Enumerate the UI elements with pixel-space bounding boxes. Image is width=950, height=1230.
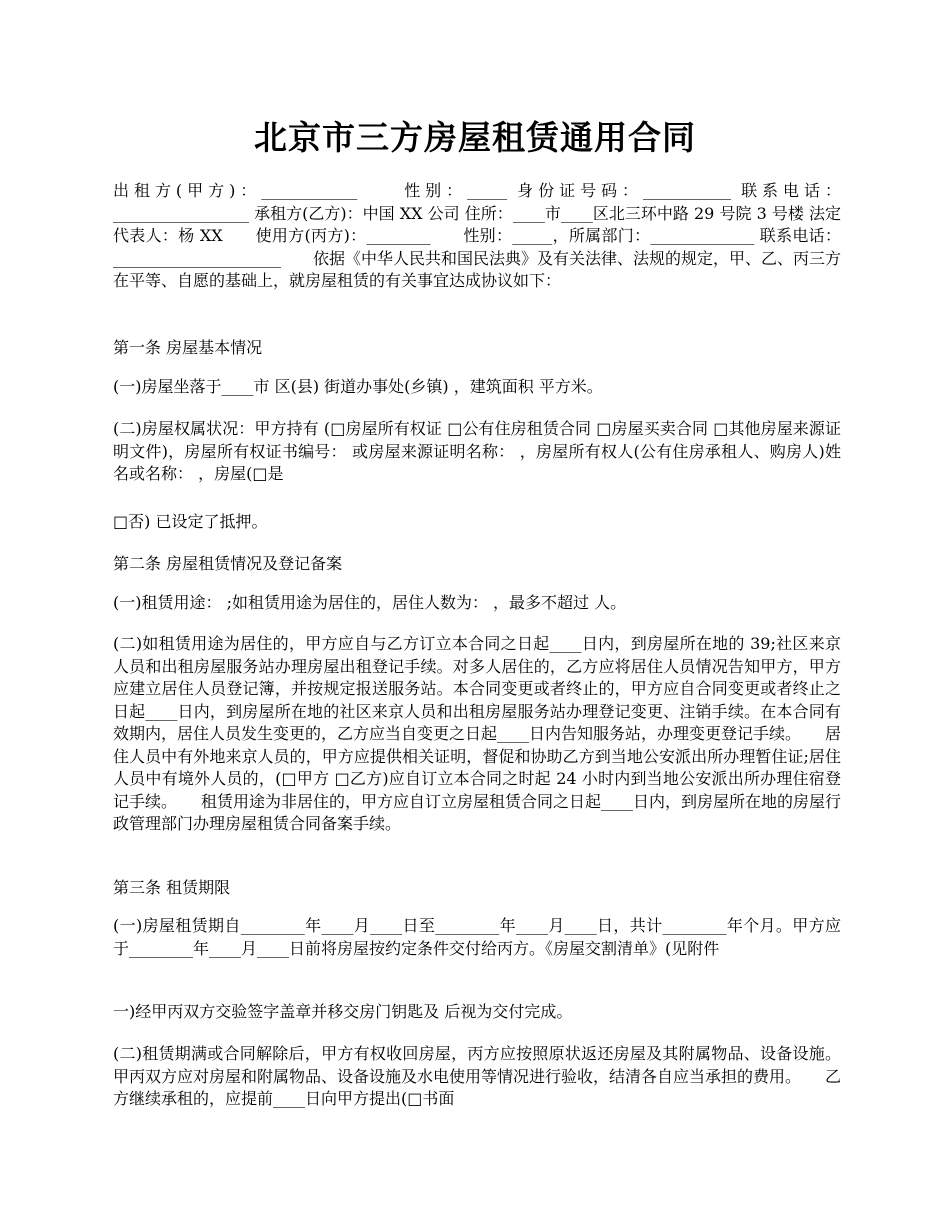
- article-2-clause-1: (一)租赁用途： ;如租赁用途为居住的，居住人数为： ，最多不超过 人。: [113, 593, 627, 612]
- parties-paragraph: 出租方(甲方)：____________ 性别：_____ 身份证号码：___________ 联系电话：_________________ 承租方(乙方)：中国 XX 公司 住所：____市____区北三环中路 29 号院 3 号楼 法定代表人：杨 XX 使用方(丙方)：________ 性别：_____，所属部门：_____________ 联系电话：_____________________ 依据《中华人民共和国民法典》及有关法律、法规的规定，甲、乙、丙三方在平等、自愿的基础上，就房屋租赁的有关事宜达成协议如下：: [113, 181, 842, 290]
- article-3-clause-2: (二)租赁期满或合同解除后，甲方有权收回房屋，丙方应按照原状返还房屋及其附属物品、设备设施。甲丙双方应对房屋和附属物品、设备设施及水电使用等情况进行验收，结清各自应当承担的费用。 乙方继续承租的，应提前____日向甲方提出(□书面: [113, 1044, 842, 1108]
- article-2-clause-2: (二)如租赁用途为居住的，甲方应自与乙方订立本合同之日起____日内，到房屋所在地的 39;社区来京人员和出租房屋服务站办理房屋出租登记手续。对多人居住的，乙方应将居住人员情况告知甲方，甲方应建立居住人员登记簿，并按规定报送服务站。本合同变更或者终止的，甲方应自合同变更或者终止之日起____日内，到房屋所在地的社区来京人员和出租房屋服务站办理登记变更、注销手续。在本合同有效期内，居住人员发生变更的，乙方应当自变更之日起____日内告知服务站，办理变更登记手续。 居住人员中有外地来京人员的，甲方应提供相关证明，督促和协助乙方到当地公安派出所办理暂住证;居住人员中有境外人员的，(□甲方 □乙方)应自订立本合同之时起 24 小时内到当地公安派出所办理住宿登记手续。 租赁用途为非居住的，甲方应自订立房屋租赁合同之日起____日内，到房屋所在地的房屋行政管理部门办理房屋租赁合同备案手续。: [113, 634, 842, 833]
- article-1-heading: 第一条 房屋基本情况: [113, 338, 263, 357]
- article-1-clause-2: (二)房屋权属状况：甲方持有 (□房屋所有权证 □公有住房租赁合同 □房屋买卖合同 □其他房屋来源证明文件)，房屋所有权证书编号： 或房屋来源证明名称： ，房屋所有权人(公有住房承租人、购房人)姓名或名称： ，房屋(□是: [113, 419, 841, 483]
- article-3-clause-1-continued: 一)经甲丙双方交验签字盖章并移交房门钥匙及 后视为交付完成。: [113, 1002, 573, 1021]
- article-1-clause-1: (一)房屋坐落于____市 区(县) 街道办事处(乡镇) ，建筑面积 平方米。: [113, 377, 603, 396]
- article-3-heading: 第三条 租赁期限: [113, 878, 231, 897]
- article-2-heading: 第二条 房屋租赁情况及登记备案: [113, 554, 343, 573]
- article-3-clause-1: (一)房屋租赁期自________年____月____日至________年____月____日，共计________年个月。甲方应于________年____月____日前将房屋按约定条件交付给丙方。《房屋交割清单》(见附件: [113, 916, 841, 958]
- document-title: 北京市三方房屋租赁通用合同: [254, 118, 696, 157]
- article-1-clause-2-continued: □否) 已设定了抵押。: [113, 512, 268, 531]
